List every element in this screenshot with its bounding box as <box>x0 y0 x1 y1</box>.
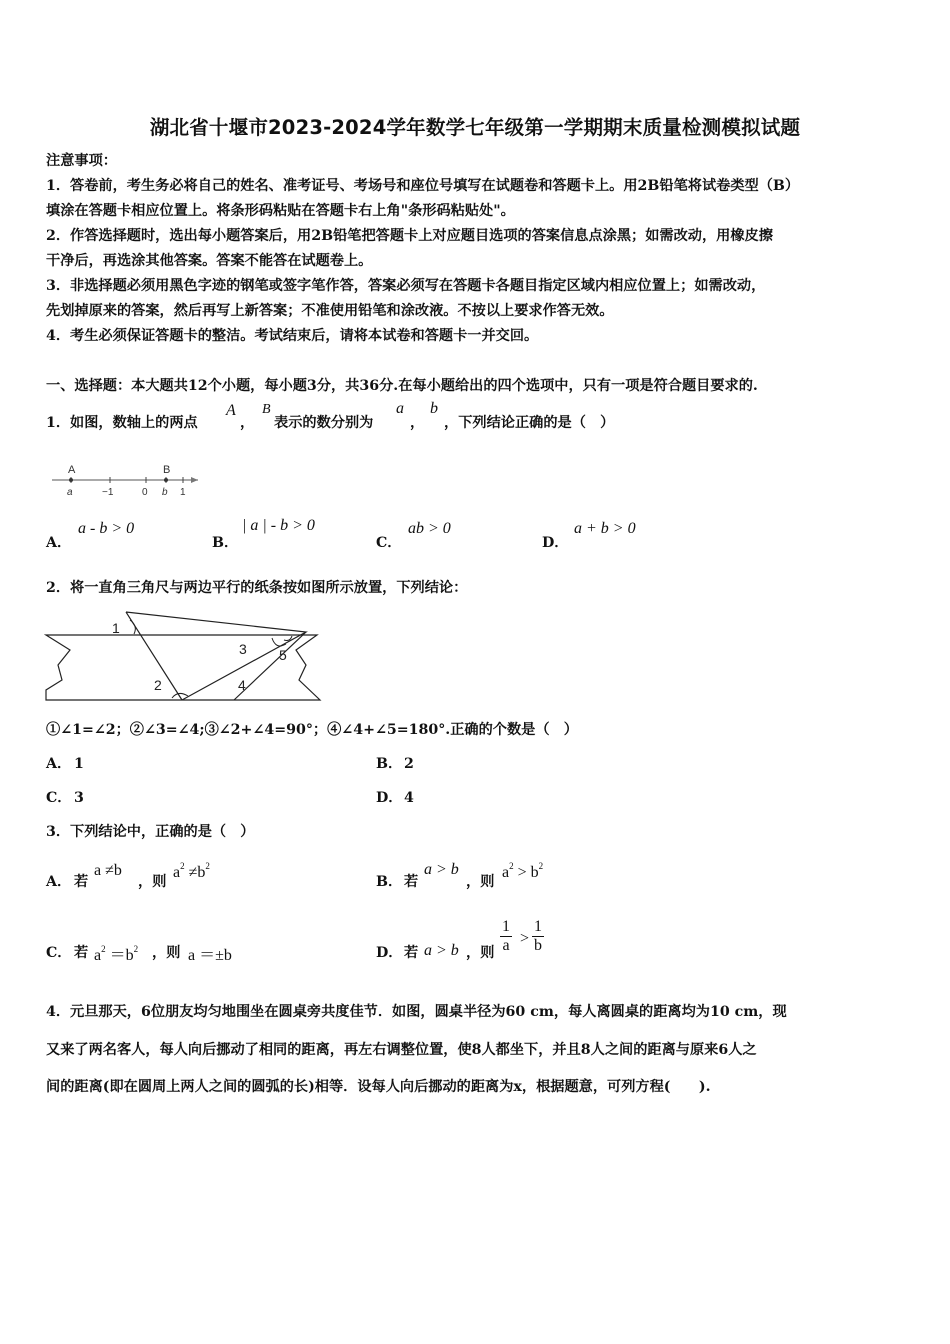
notes-line: 填涂在答题卡相应位置上。将条形码粘贴在答题卡右上角"条形码粘贴处"。 <box>46 203 515 219</box>
q2-option-value: 3 <box>74 790 84 806</box>
q3b-result: $a^2 > b^2$ <box>502 861 544 881</box>
q1-option-label: D． <box>542 535 569 551</box>
axis-tick: −1 <box>102 487 114 498</box>
q2-option-label: A． <box>46 756 72 772</box>
q3b-condition: a > b <box>424 861 459 878</box>
q2-option-value: 4 <box>404 790 414 806</box>
q2-option-value: 1 <box>74 756 84 772</box>
q2-option-label: C． <box>46 790 72 806</box>
notes-line: 4．考生必须保证答题卡的整洁。考试结束后，请将本试卷和答题卡一并交回。 <box>46 328 539 344</box>
page-title: 湖北省十堰市2023-2024学年数学七年级第一学期期末质量检测模拟试题 <box>149 116 801 139</box>
q4-line: 又来了两名客人，每人向后挪动了相同的距离，再左右调整位置，使8人都坐下，并且8人之间的距离与原来6人之 <box>46 1042 757 1058</box>
q3-if: 若 <box>74 945 89 961</box>
notes-line: 先划掉原来的答案，然后再写上新答案；不准使用铅笔和涂改液。不按以上要求作答无效。 <box>46 303 614 319</box>
q3-option-label: B． <box>376 874 403 890</box>
q3-if: 若 <box>404 945 419 961</box>
q3-option-label: A． <box>46 874 72 890</box>
q1-var-a: a <box>396 400 404 417</box>
q1-point-b: B <box>262 402 271 417</box>
q1-stem-part: 表示的数分别为 <box>274 415 374 431</box>
q3-option-label: D． <box>376 945 403 961</box>
q1-comma: ， <box>410 415 425 431</box>
number-line-figure <box>50 460 200 500</box>
q1-comma: ， <box>240 415 255 431</box>
q1-option-expr: a + b > 0 <box>574 520 636 537</box>
q3-if: 若 <box>404 874 419 890</box>
angle-label: 3 <box>239 641 247 657</box>
notes-heading: 注意事项： <box>46 153 117 169</box>
axis-label-a-point: A <box>68 464 76 476</box>
q3-stem: 3．下列结论中，正确的是（ ） <box>46 824 255 840</box>
q3c-condition: $a^2 =b^2$ <box>94 944 139 964</box>
q1-option-label: A． <box>46 535 72 551</box>
notes-line: 2．作答选择题时，选出每小题答案后，用2B铅笔把答题卡上对应题目选项的答案信息点涂黑；如需改动，用橡皮擦 <box>46 228 773 244</box>
axis-label-b-point: B <box>163 464 171 476</box>
q2-option-value: 2 <box>404 756 414 772</box>
axis-tick: a <box>67 487 73 498</box>
q1-option-expr: ab > 0 <box>408 520 451 537</box>
q3d-fraction-1b: $\frac{1}{b}$ <box>534 918 542 954</box>
q2-stem: 2．将一直角三角尺与两边平行的纸条按如图所示放置，下列结论： <box>46 580 468 596</box>
q3a-condition: a ≠b <box>94 862 122 879</box>
angle-label: 5 <box>279 647 287 663</box>
q2-option-label: B． <box>376 756 403 772</box>
angle-label: 1 <box>112 620 120 636</box>
q3-then: ，则 <box>466 874 495 890</box>
q3-then: ，则 <box>138 874 167 890</box>
q2-option-label: D． <box>376 790 403 806</box>
q3a-result: $a^2 \ne b^2$ <box>173 861 210 881</box>
angle-label: 4 <box>238 677 246 693</box>
notes-line: 干净后，再选涂其他答案。答案不能答在试题卷上。 <box>46 253 373 269</box>
notes-line: 1．答卷前，考生务必将自己的姓名、准考证号、考场号和座位号填写在试题卷和答题卡上。用2B铅笔将试卷类型（B） <box>46 178 800 194</box>
q2-conclusions: ①∠1=∠2；②∠3=∠4;③∠2+∠4=90°；④∠4+∠5=180°.正确的个数是（ ） <box>46 722 578 738</box>
q3d-condition: a > b <box>424 942 459 959</box>
q4-line: 间的距离(即在圆周上两人之间的圆弧的长)相等．设每人向后挪动的距离为x，根据题意，可列方程( ). <box>46 1079 711 1095</box>
q1-option-label: C． <box>376 535 402 551</box>
q3d-greater: > <box>520 930 530 947</box>
axis-tick: 0 <box>142 487 148 498</box>
q3d-fraction-1a: $\frac{1}{a}$ <box>502 918 510 954</box>
q1-option-expr: | a | - b > 0 <box>242 517 315 534</box>
q4-line: 4．元旦那天，6位朋友均匀地围坐在圆桌旁共度佳节．如图，圆桌半径为60 cm，每人离圆桌的距离均为10 cm，现 <box>46 1004 787 1020</box>
q1-option-label: B． <box>212 535 239 551</box>
angle-label: 2 <box>154 677 162 693</box>
section-heading: 一、选择题：本大题共12个小题，每小题3分，共36分.在每小题给出的四个选项中，只有一项是符合题目要求的. <box>46 378 758 394</box>
q3-option-label: C． <box>46 945 72 961</box>
q1-stem-part: 1．如图，数轴上的两点 <box>46 415 198 431</box>
q3-if: 若 <box>74 874 89 890</box>
triangle-strip-figure <box>44 610 329 702</box>
q3c-result: a ＝±b <box>188 947 232 964</box>
notes-line: 3．非选择题必须用黑色字迹的钢笔或签字笔作答，答案必须写在答题卡各题目指定区域内相应位置上；如需改动， <box>46 278 766 294</box>
q1-point-a: A <box>226 402 236 419</box>
q1-option-expr: a - b > 0 <box>78 520 135 537</box>
axis-tick: b <box>162 487 168 498</box>
q3-then: ，则 <box>466 945 495 961</box>
q3-then: ，则 <box>152 945 181 961</box>
q1-var-b: b <box>430 400 438 417</box>
q1-stem-part: ，下列结论正确的是（ ） <box>444 415 615 431</box>
axis-tick: 1 <box>180 487 186 498</box>
